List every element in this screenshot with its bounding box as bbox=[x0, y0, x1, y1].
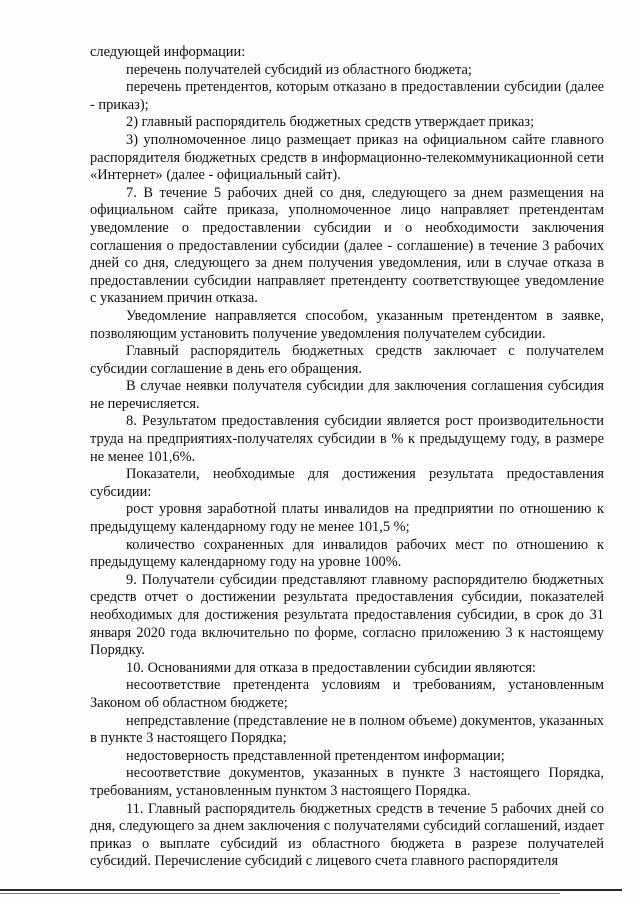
scan-edge-line bbox=[0, 889, 622, 891]
paragraph: перечень получателей субсидий из областного бюджета; bbox=[126, 61, 472, 78]
paragraph: Показатели, необходимые для достижения результата предоставления субсидии: bbox=[90, 466, 604, 500]
paragraph: следующей информации: bbox=[90, 44, 246, 60]
paragraph: рост уровня заработной платы инвалидов на предприятии по отношению к предыдущему календарному году не менее 101,5 %; bbox=[90, 501, 604, 536]
paragraph: 2) главный распорядитель бюджетных средств утверждает приказ; bbox=[126, 114, 535, 131]
paragraph: несоответствие документов, указанных в пункте 3 настоящего Порядка, требованиям, установленным пунктом 3 настоящего Порядка. bbox=[90, 765, 604, 799]
paragraph: непредставление (представление не в полном объеме) документов, указанных в пункте 3 настоящего Порядка; bbox=[90, 712, 604, 747]
paragraph: несоответствие претендента условиям и требованиям, установленным Законом об областном бюджете; bbox=[90, 677, 604, 711]
paragraph: 8. Результатом предоставления субсидии является рост производительности труда на предприятиях-получателях субсидии в % к предыдущему году, в размере не менее 101,6%. bbox=[90, 413, 604, 465]
paragraph: Уведомление направляется способом, указанным претендентом в заявке, позволяющим установить получение уведомления получателем субсидии. bbox=[90, 307, 604, 342]
paragraph: недостоверность представленной претендентом информации; bbox=[126, 747, 505, 764]
paragraph: Главный распорядитель бюджетных средств заключает с получателем субсидии соглашение в день его обращения. bbox=[90, 343, 604, 377]
scan-edge-line-secondary bbox=[0, 893, 560, 894]
document-body bbox=[90, 44, 604, 871]
paragraph: количество сохраненных для инвалидов рабочих мест по отношению к предыдущему календарному году на уровне 100%. bbox=[90, 536, 604, 571]
paragraph: 11. Главный распорядитель бюджетных средств в течение 5 рабочих дней со дня, следующего за днем заключения с получателями субсидий соглашений, издает приказ о выплате субсидий из областного бюджета в разрезе получателей субсидий. Перечисление субсидий с лицевого счета главного распорядителя bbox=[90, 800, 604, 870]
paragraph: 7. В течение 5 рабочих дней со дня, следующего за днем размещения на официальном сайте приказа, уполномоченное лицо направляет претендентам уведомление о предоставлении субсидии и о необходимости заключения соглашения о предоставлении субсидии (далее - соглашение) в течение 3 рабочих дней со дня, следующего за днем получения уведомления, или в случае отказа в предоставлении субсидии направляет претенденту соответствующее уведомление с указанием причин отказа. bbox=[90, 184, 604, 307]
paragraph: В случае неявки получателя субсидии для заключения соглашения субсидия не перечисляется. bbox=[90, 378, 604, 412]
paragraph: 10. Основаниями для отказа в предоставлении субсидии являются: bbox=[126, 659, 536, 676]
paragraph: перечень претендентов, которым отказано в предоставлении субсидии (далее - приказ); bbox=[90, 79, 604, 113]
paragraph: 9. Получатели субсидии представляют главному распорядителю бюджетных средств отчет о достижении результата предоставления субсидии, показателей необходимых для достижения результата предоставления субсидии, в срок до 31 января 2020 года включительно по форме, согласно приложению 3 к настоящему Порядку. bbox=[90, 571, 604, 659]
paragraph: 3) уполномоченное лицо размещает приказ на официальном сайте главного распорядителя бюджетных средств в информационно-телекоммуникационной сети «Интернет» (далее - официальный сайт). bbox=[90, 131, 604, 184]
